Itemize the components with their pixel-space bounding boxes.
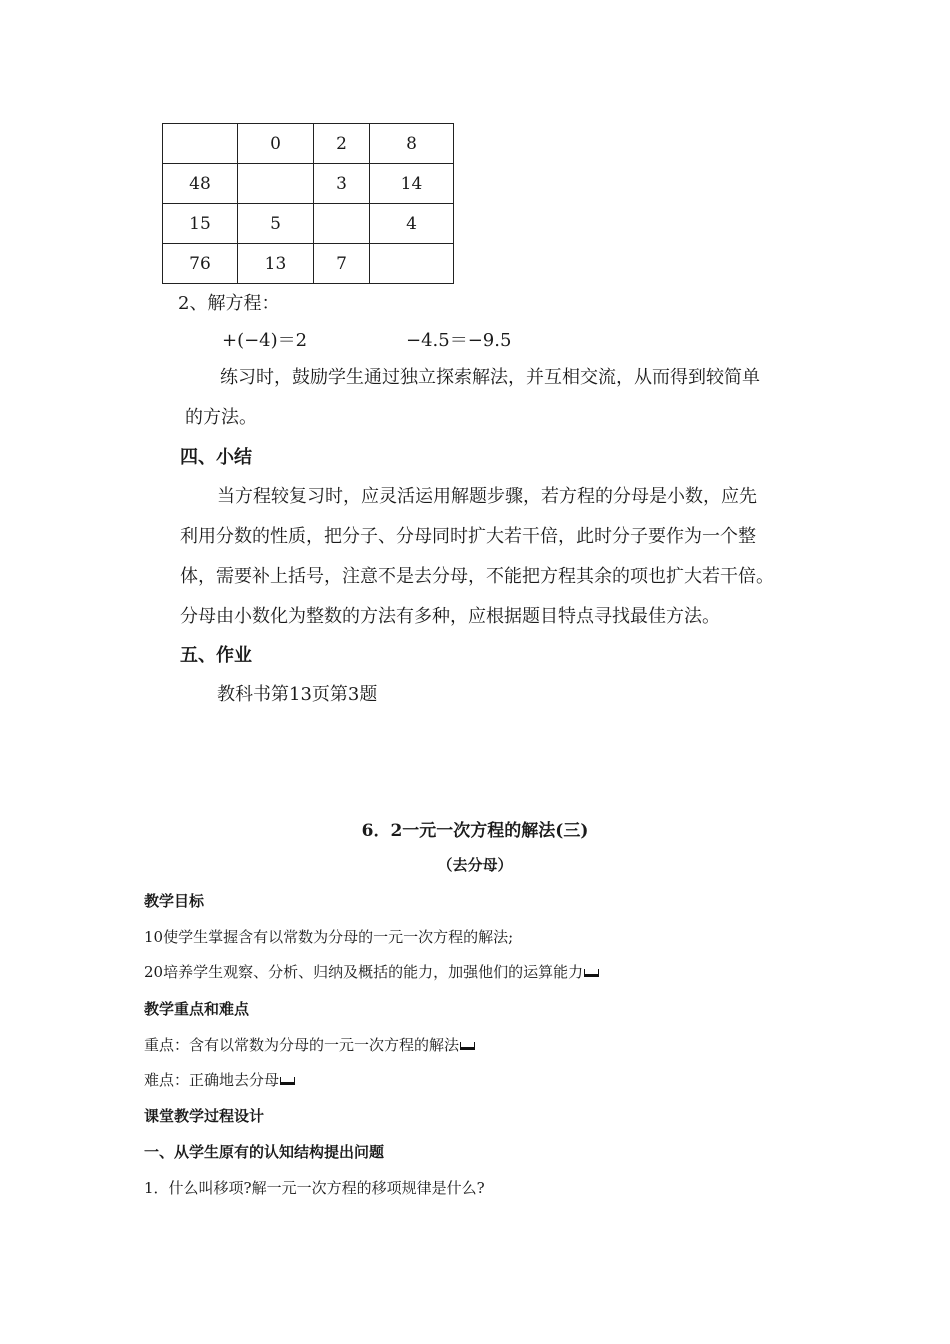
table-cell	[314, 204, 370, 244]
keypoint-item	[144, 1034, 475, 1055]
underscore-mark-icon	[584, 969, 599, 977]
table-cell: 13	[238, 244, 314, 284]
table-cell	[163, 124, 238, 164]
summary-line: 体，需要补上括号，注意不是去分母，不能把方程其余的项也扩大若干倍。	[180, 566, 774, 587]
table-row	[163, 204, 454, 244]
exercise-note-line: 的方法。	[185, 407, 257, 428]
table-cell: 15	[163, 204, 238, 244]
summary-line: 分母由小数化为整数的方法有多种，应根据题目特点寻找最佳方法。	[180, 606, 720, 627]
table-cell: 48	[163, 164, 238, 204]
objective-item	[144, 961, 599, 982]
objectives-heading: 教学目标	[144, 892, 205, 910]
homework-text: 教科书第13页第3题	[217, 684, 378, 705]
difficulty-text: 难点：正确地去分母	[144, 1071, 280, 1089]
lesson-title: 6．2一元一次方程的解法(三)	[361, 821, 589, 841]
objective-text: 20培养学生观察、分析、归纳及概括的能力，加强他们的运算能力	[144, 963, 584, 981]
equation-2: −4.5＝−9.5	[406, 330, 512, 351]
summary-line: 当方程较复习时，应灵活运用解题步骤，若方程的分母是小数，应先	[217, 486, 757, 507]
section-heading: 一、从学生原有的认知结构提出问题	[144, 1143, 385, 1161]
exercise-note-line: 练习时，鼓励学生通过独立探索解法，并互相交流，从而得到较简单	[220, 367, 760, 388]
underscore-mark-icon	[460, 1042, 475, 1050]
table-cell: 0	[238, 124, 314, 164]
equation-1: +(−4)＝2	[222, 330, 308, 351]
difficulty-item	[144, 1069, 295, 1090]
table-cell	[370, 244, 454, 284]
exercise-heading: 2、解方程：	[178, 293, 280, 314]
table-cell: 8	[370, 124, 454, 164]
table-cell: 5	[238, 204, 314, 244]
table-cell: 7	[314, 244, 370, 284]
table-cell: 4	[370, 204, 454, 244]
keypoints-heading: 教学重点和难点	[144, 1000, 250, 1018]
question-item: 1．什么叫移项?解一元一次方程的移项规律是什么?	[144, 1179, 485, 1197]
summary-heading: 四、小结	[180, 447, 252, 468]
keypoint-text: 重点：含有以常数为分母的一元一次方程的解法	[144, 1036, 460, 1054]
underscore-mark-icon	[280, 1077, 295, 1085]
table-row	[163, 124, 454, 164]
table-cell: 14	[370, 164, 454, 204]
table-row	[163, 244, 454, 284]
number-table	[162, 123, 454, 284]
table-cell: 2	[314, 124, 370, 164]
table-cell: 76	[163, 244, 238, 284]
lesson-subtitle: （去分母）	[437, 856, 513, 874]
process-heading: 课堂教学过程设计	[144, 1107, 265, 1125]
summary-line: 利用分数的性质，把分子、分母同时扩大若干倍，此时分子要作为一个整	[180, 526, 756, 547]
homework-heading: 五、作业	[180, 645, 252, 666]
table-row	[163, 164, 454, 204]
table-cell	[238, 164, 314, 204]
table-cell: 3	[314, 164, 370, 204]
objective-item: 10使学生掌握含有以常数为分母的一元一次方程的解法;	[144, 928, 514, 946]
